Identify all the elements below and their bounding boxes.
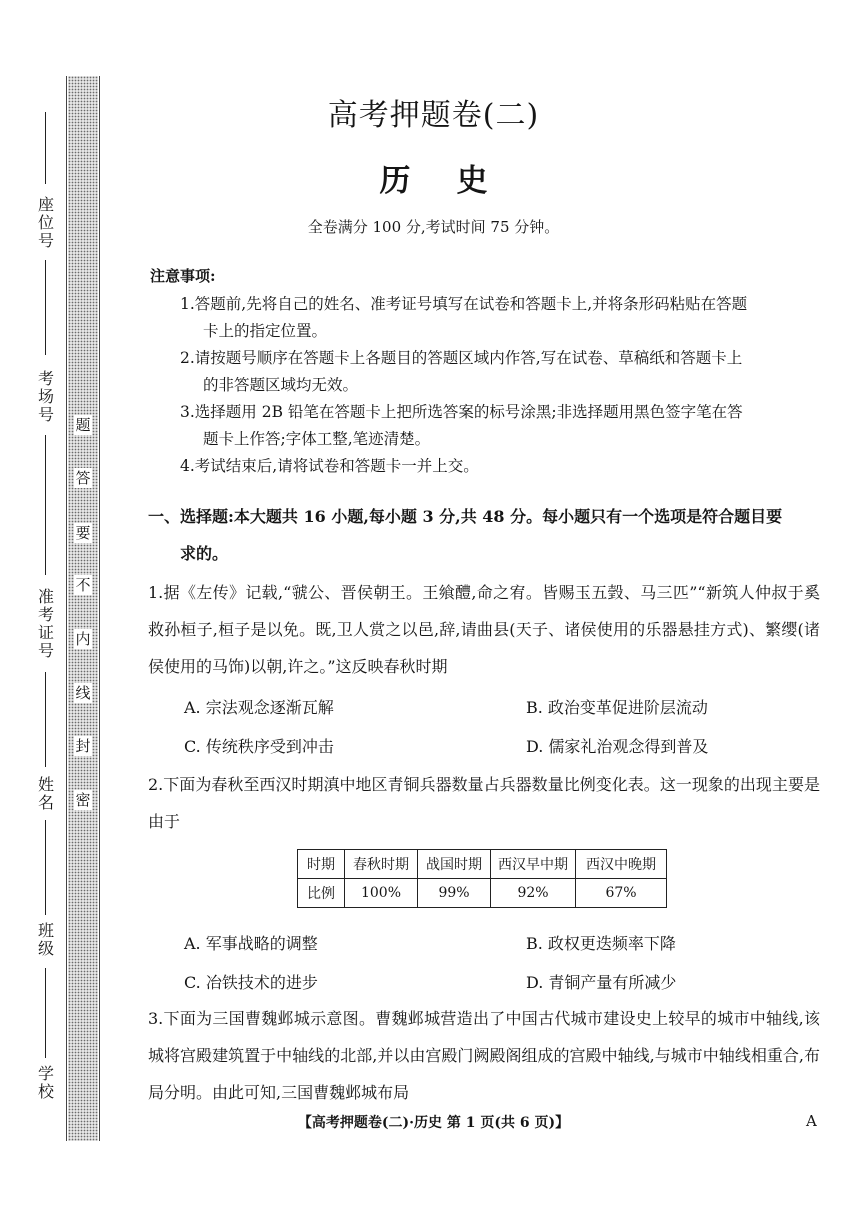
admission-ticket-label: 准考证号 [37,587,54,660]
question-1: 1.据《左传》记载,“虢公、晋侯朝王。王飨醴,命之宥。皆赐玉五瑴、马三匹”“新筑人仲叔于奚救孙桓子,桓子是以免。既,卫人赏之以邑,辞,请曲县(天子、诸侯使用的乐器悬挂方式)、繁缨(诸侯使用的马饰)以朝,许之。”这反映春秋时期 [148,583,820,676]
note-item: 2.请按题号顺序在答题卡上各题目的答题区域内作答,写在试卷、草稿纸和答题卡上 [180,349,743,367]
table-cell: 西汉中晚期 [576,850,667,879]
table-header-row [298,850,667,879]
note-item: 1.答题前,先将自己的姓名、准考证号填写在试卷和答题卡上,并将条形码粘贴在答题 [180,295,748,313]
page-footer: 【高考押题卷(二)·历史 第 1 页(共 6 页)】 [297,1115,570,1131]
seal-char: 封 [75,737,91,755]
bronze-weapon-ratio-table [297,849,667,908]
q1-option-b: B. 政治变革促进阶层流动 [526,698,708,717]
section-heading-cont: 求的。 [180,544,229,563]
q2-option-b: B. 政权更迭频率下降 [526,934,676,953]
name-line [45,820,46,915]
name-label: 姓名 [37,775,54,812]
table-cell: 99% [418,879,491,908]
exam-room-label: 考场号 [37,369,54,424]
seal-char: 内 [75,630,91,648]
seat-number-label: 座位号 [37,195,54,250]
table-cell: 比例 [298,879,345,908]
q1-option-a: A. 宗法观念逐渐瓦解 [184,698,334,717]
note-item: 3.选择题用 2B 铅笔在答题卡上把所选答案的标号涂黑;非选择题用黑色签字笔在答 [180,403,743,421]
table-cell: 时期 [298,850,345,879]
seal-char: 题 [75,416,91,434]
section-heading: 一、选择题:本大题共 16 小题,每小题 3 分,共 48 分。每小题只有一个选项是符合题目要 [148,507,783,526]
note-item: 4.考试结束后,请将试卷和答题卡一并上交。 [180,457,479,475]
notes-heading: 注意事项: [150,267,216,285]
table-cell: 西汉早中期 [491,850,576,879]
question-3: 3.下面为三国曹魏邺城示意图。曹魏邺城营造出了中国古代城市建设史上较早的城市中轴线,该城将宫殿建筑置于中轴线的北部,并以由宫殿门阙殿阁组成的宫殿中轴线,与城市中轴线相重合,布局分明。由此可知,三国曹魏邺城布局 [148,1009,820,1102]
school-label: 学校 [37,1064,54,1101]
exam-room-line [45,435,46,575]
class-label: 班级 [37,921,54,958]
table-row [298,879,667,908]
q2-option-d: D. 青铜产量有所减少 [526,973,677,992]
q2-option-c: C. 冶铁技术的进步 [184,973,318,992]
score-time-info: 全卷满分 100 分,考试时间 75 分钟。 [307,218,560,236]
subject-title: 历史 [379,163,534,199]
table-cell: 春秋时期 [345,850,418,879]
seal-char: 要 [75,524,91,542]
note-item: 题卡上作答;字体工整,笔迹清楚。 [203,430,431,448]
exam-title: 高考押题卷(二) [327,98,540,133]
seat-number-line [45,260,46,355]
q1-option-d: D. 儒家礼治观念得到普及 [526,737,709,756]
class-line [45,968,46,1058]
seal-char: 密 [75,791,91,809]
table-cell: 67% [576,879,667,908]
q2-option-a: A. 军事战略的调整 [184,934,318,953]
admission-ticket-line [45,672,46,767]
table-cell: 100% [345,879,418,908]
seal-char: 线 [75,684,91,702]
seal-char: 不 [75,576,91,594]
question-2: 2.下面为春秋至西汉时期滇中地区青铜兵器数量占兵器数量比例变化表。这一现象的出现主要是由于 [148,775,820,831]
table-cell: 战国时期 [418,850,491,879]
version-letter: A [806,1112,817,1130]
seal-char: 答 [75,469,91,487]
table-cell: 92% [491,879,576,908]
note-item: 的非答题区域均无效。 [203,376,359,394]
note-item: 卡上的指定位置。 [203,322,328,340]
q1-option-c: C. 传统秩序受到冲击 [184,737,334,756]
